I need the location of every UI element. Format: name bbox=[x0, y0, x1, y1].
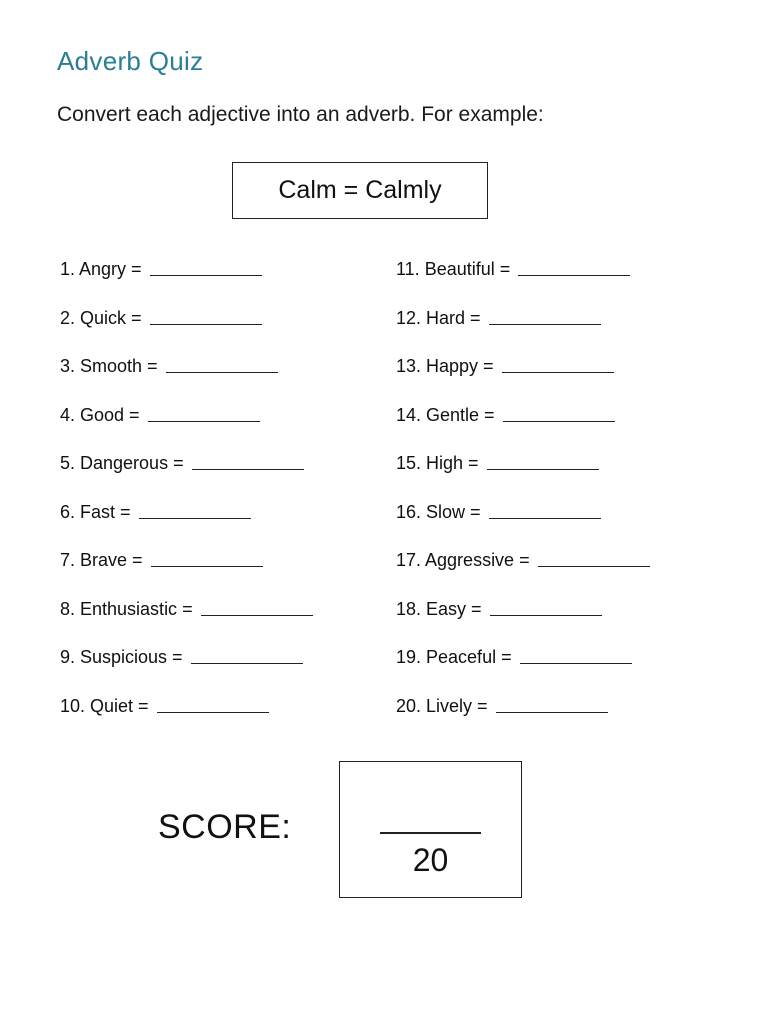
answer-blank[interactable] bbox=[490, 596, 602, 616]
example-box bbox=[232, 162, 488, 219]
answer-blank[interactable] bbox=[502, 353, 614, 373]
question-label: 16. Slow = bbox=[396, 501, 481, 522]
question-label: 11. Beautiful = bbox=[396, 259, 511, 279]
question-label: 10. Quiet = bbox=[60, 695, 149, 716]
question-label: 13. Happy = bbox=[396, 356, 494, 376]
question-item bbox=[396, 305, 650, 354]
question-item bbox=[60, 547, 313, 596]
question-item bbox=[396, 693, 650, 742]
answer-blank[interactable] bbox=[150, 305, 262, 325]
question-item bbox=[396, 547, 650, 596]
question-label: 15. High = bbox=[396, 453, 479, 473]
question-label: 6. Fast = bbox=[60, 501, 131, 522]
answer-blank[interactable] bbox=[503, 402, 615, 422]
question-item bbox=[60, 450, 313, 499]
question-item bbox=[60, 499, 313, 548]
answer-blank[interactable] bbox=[192, 450, 304, 470]
example-text: Calm = Calmly bbox=[278, 176, 442, 204]
question-item bbox=[60, 402, 313, 451]
score-box bbox=[339, 761, 522, 898]
question-column-right bbox=[396, 256, 650, 741]
question-item bbox=[396, 596, 650, 645]
score-answer-line[interactable] bbox=[380, 832, 481, 834]
question-label: 12. Hard = bbox=[396, 307, 481, 328]
answer-blank[interactable] bbox=[520, 644, 632, 664]
question-label: 3. Smooth = bbox=[60, 356, 158, 376]
question-label: 18. Easy = bbox=[396, 598, 482, 619]
question-item bbox=[60, 256, 313, 305]
question-item bbox=[396, 450, 650, 499]
answer-blank[interactable] bbox=[139, 499, 251, 519]
question-item bbox=[60, 596, 313, 645]
quiz-title: Adverb Quiz bbox=[57, 46, 204, 76]
question-item bbox=[396, 499, 650, 548]
answer-blank[interactable] bbox=[166, 353, 278, 373]
question-item bbox=[396, 353, 650, 402]
score-total: 20 bbox=[412, 842, 449, 878]
question-label: 14. Gentle = bbox=[396, 404, 495, 425]
question-label: 20. Lively = bbox=[396, 695, 488, 716]
question-item bbox=[60, 693, 313, 742]
answer-blank[interactable] bbox=[538, 547, 650, 567]
question-label: 17. Aggressive = bbox=[396, 550, 530, 570]
question-item bbox=[60, 353, 313, 402]
question-label: 19. Peaceful = bbox=[396, 647, 512, 667]
answer-blank[interactable] bbox=[157, 693, 269, 713]
answer-blank[interactable] bbox=[489, 499, 601, 519]
answer-blank[interactable] bbox=[148, 402, 260, 422]
answer-blank[interactable] bbox=[487, 450, 599, 470]
score-label: SCORE: bbox=[158, 808, 292, 846]
answer-blank[interactable] bbox=[496, 693, 608, 713]
question-label: 5. Dangerous = bbox=[60, 453, 184, 473]
question-label: 9. Suspicious = bbox=[60, 647, 183, 667]
question-label: 4. Good = bbox=[60, 404, 140, 425]
question-label: 7. Brave = bbox=[60, 550, 143, 570]
question-item bbox=[396, 256, 650, 305]
question-item bbox=[396, 402, 650, 451]
question-label: 8. Enthusiastic = bbox=[60, 598, 193, 619]
answer-blank[interactable] bbox=[151, 547, 263, 567]
answer-blank[interactable] bbox=[150, 256, 262, 276]
question-item bbox=[396, 644, 650, 693]
question-label: 2. Quick = bbox=[60, 307, 142, 328]
answer-blank[interactable] bbox=[518, 256, 630, 276]
question-item bbox=[60, 305, 313, 354]
answer-blank[interactable] bbox=[201, 596, 313, 616]
question-label: 1. Angry = bbox=[60, 259, 142, 279]
answer-blank[interactable] bbox=[489, 305, 601, 325]
question-item bbox=[60, 644, 313, 693]
answer-blank[interactable] bbox=[191, 644, 303, 664]
instructions-text: Convert each adjective into an adverb. For example: bbox=[57, 103, 544, 126]
question-column-left bbox=[60, 256, 313, 741]
